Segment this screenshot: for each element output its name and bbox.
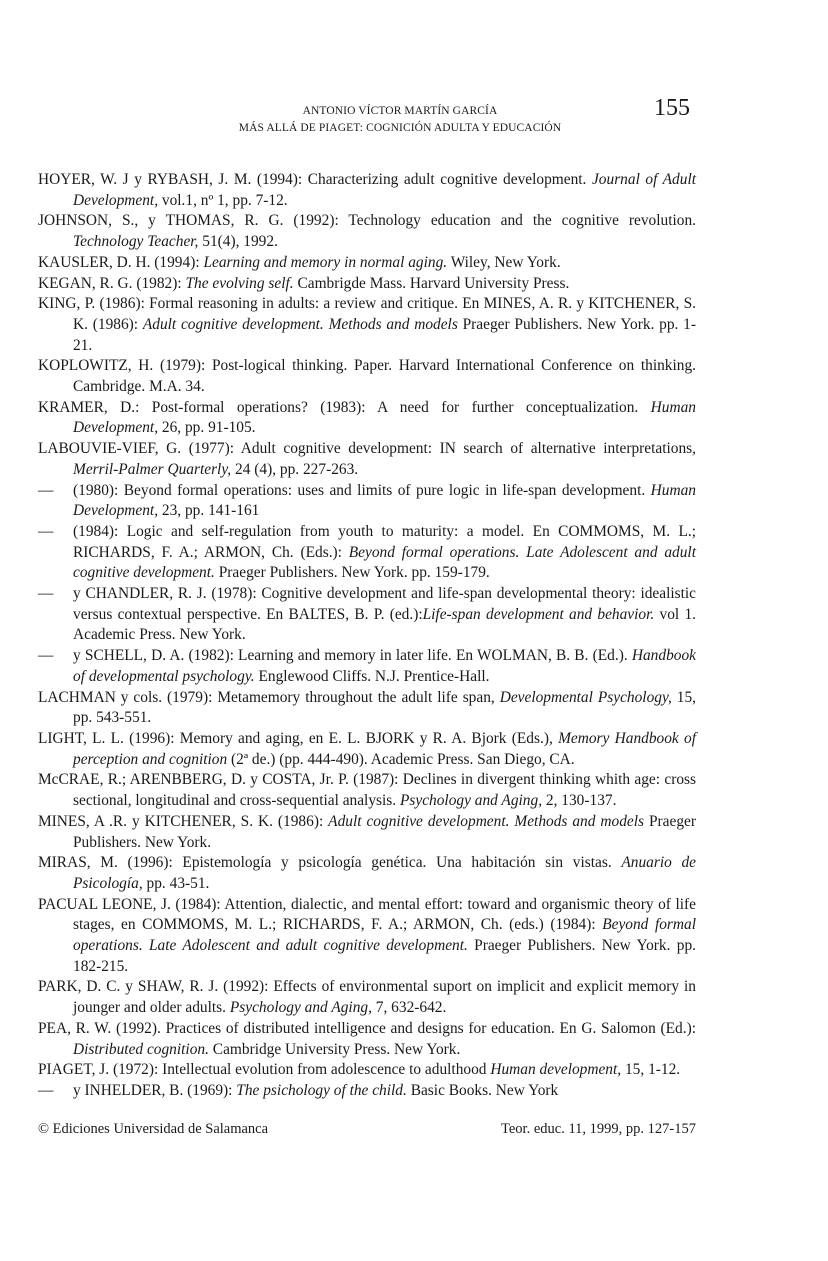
reference-text: y CHANDLER, R. J. (1978): Cognitive development and life-span developmental theory: idealistic versus contextual perspective. En BALTES, B. P. (ed.): (73, 585, 696, 623)
reference-text: (1980): Beyond formal operations: uses and limits of pure logic in life-span development. (73, 481, 651, 499)
reference-text: pp. 43-51. (142, 874, 210, 892)
reference-entry (38, 688, 696, 729)
reference-text: McCRAE, R.; ARENBBERG, D. y COSTA, Jr. P. (1987): Declines in divergent thinking whith age: cross sectional, longitudinal and cross-sequential analysis. (38, 771, 696, 810)
reference-title: Beyond formal operations. Late Adolescent and adult cognitive development. (73, 916, 696, 955)
reference-entry (38, 211, 696, 252)
reference-title: Journal of Adult Development, (73, 171, 696, 209)
reference-text: KING, P. (1986): Formal reasoning in adults: a review and critique. En MINES, A. R. y KITCHENER, S. K. (1986): (38, 295, 696, 333)
reference-entry (38, 398, 696, 439)
reference-entry (38, 170, 696, 211)
page-number: 155 (654, 95, 690, 121)
reference-text: 23, pp. 141-161 (158, 502, 260, 520)
reference-text: KEGAN, R. G. (1982): (38, 274, 186, 292)
reference-text: Cambridge University Press. New York. (208, 1040, 461, 1058)
reference-text: Praeger Publishers. New York. pp. 159-179. (214, 564, 490, 582)
reference-entry (38, 812, 696, 853)
reference-text: y SCHELL, D. A. (1982): Learning and memory in later life. En WOLMAN, B. B. (Ed.). (73, 647, 632, 665)
reference-text: 2, 130-137. (542, 792, 617, 810)
reference-entry (38, 1081, 696, 1102)
reference-entry (38, 294, 696, 356)
reference-title: Developmental Psychology, (499, 688, 672, 706)
reference-title: Merril-Palmer Quarterly, (73, 460, 232, 478)
ditto-dash: — (38, 522, 54, 540)
reference-entry (38, 253, 696, 274)
reference-entry (38, 646, 696, 687)
reference-entry (38, 584, 696, 646)
reference-title: Learning and memory in normal aging. (203, 253, 448, 271)
reference-text: KAUSLER, D. H. (1994): (38, 253, 204, 271)
reference-text: MIRAS, M. (1996): Epistemología y psicología genética. Una habitación sin vistas. (38, 854, 622, 872)
reference-list (38, 170, 696, 1102)
reference-title: Beyond formal operations. Late Adolescent and adult cognitive development. (73, 543, 696, 582)
reference-entry (38, 439, 696, 480)
reference-text: HOYER, W. J y RYBASH, J. M. (1994): Characterizing adult cognitive development. (38, 171, 592, 188)
reference-text: vol.1, nº 1, pp. 7-12. (158, 191, 288, 209)
reference-text: Basic Books. New York (406, 1081, 559, 1099)
reference-text: 15, pp. 543-551. (73, 688, 697, 727)
reference-title: Distributed cognition. (73, 1040, 209, 1058)
reference-text: Englewood Cliffs. N.J. Prentice-Hall. (254, 667, 490, 685)
reference-entry (38, 895, 696, 978)
reference-title: Psychology and Aging, (229, 999, 372, 1017)
reference-entry (38, 356, 696, 397)
reference-text: LIGHT, L. L. (1996): Memory and aging, en E. L. BJORK y R. A. Bjork (Eds.), (38, 729, 559, 747)
ditto-dash: — (38, 481, 54, 499)
reference-entry (38, 522, 696, 584)
reference-text: Praeger Publishers. New York. pp. 182-215. (73, 937, 696, 975)
reference-text: 7, 632-642. (371, 999, 447, 1017)
reference-title: Technology Teacher, (73, 233, 199, 251)
reference-text: PARK, D. C. y SHAW, R. J. (1992): Effects of environmental suport on implicit and explicit memory in jounger and older adults. (38, 978, 696, 1017)
reference-title: Life-span development and behavior. (422, 605, 655, 623)
reference-title: The psichology of the child. (236, 1081, 407, 1099)
reference-text: Wiley, New York. (447, 253, 561, 271)
reference-entry (38, 1019, 696, 1060)
reference-title: Handbook of developmental psychology. (73, 647, 696, 685)
reference-title: The evolving self. (185, 274, 294, 292)
reference-text: (1984): Logic and self-regulation from youth to maturity: a model. En COMMOMS, M. L.; RICHARDS, F. A.; ARMON, Ch. (Eds.): (73, 522, 696, 561)
ditto-dash: — (38, 1081, 54, 1099)
reference-text: Praeger Publishers. New York. (73, 812, 696, 851)
running-head-title: MÁS ALLÁ DE PIAGET: COGNICIÓN ADULTA Y EDUCACIÓN (238, 122, 562, 134)
reference-title: Human development, (490, 1061, 622, 1079)
reference-text: LACHMAN y cols. (1979): Metamemory throughout the adult life span, (38, 688, 500, 706)
running-head-author: ANTONIO VÍCTOR MARTÍN GARCÍA (302, 105, 498, 117)
ditto-dash: — (38, 585, 54, 603)
reference-text: KOPLOWITZ, H. (1979): Post-logical thinking. Paper. Harvard International Conference on thinking. Cambridge. M.A. 34. (38, 357, 696, 396)
ditto-dash: — (38, 647, 54, 665)
reference-text: Praeger Publishers. New York. pp. 1-21. (73, 315, 696, 354)
reference-text: Cambrigde Mass. Harvard University Press. (293, 274, 570, 292)
reference-title: Adult cognitive development. Methods and models (142, 315, 458, 333)
reference-entry (38, 274, 696, 295)
reference-entry (38, 729, 696, 770)
reference-title: Human Development, (73, 481, 696, 520)
reference-text: 15, 1-12. (621, 1061, 681, 1079)
reference-text: PEA, R. W. (1992). Practices of distributed intelligence and designs for education. En G. Salomon (Ed.): (38, 1019, 696, 1037)
footer-copyright: © Ediciones Universidad de Salamanca (38, 1121, 269, 1137)
reference-text: (2ª de.) (pp. 444-490). Academic Press. San Diego, CA. (227, 750, 575, 768)
reference-text: vol 1. Academic Press. New York. (73, 605, 696, 644)
reference-title: Adult cognitive development. Methods and models (328, 812, 645, 830)
reference-text: JOHNSON, S., y THOMAS, R. G. (1992): Technology education and the cognitive revolution. (38, 212, 696, 230)
reference-text: 51(4), 1992. (198, 233, 278, 251)
reference-text: MINES, A .R. y KITCHENER, S. K. (1986): (38, 812, 329, 830)
reference-text: PACUAL LEONE, J. (1984): Attention, dialectic, and mental effort: toward and organismic theory of life stages, en COMMOMS, M. L.; RICHARDS, F. A.; ARMON, Ch. (eds.) (1984): (38, 895, 696, 934)
reference-text: PIAGET, J. (1972): Intellectual evolution from adolescence to adulthood (38, 1061, 491, 1079)
reference-entry (38, 1060, 696, 1081)
reference-entry (38, 853, 696, 894)
reference-title: Anuario de Psicología, (73, 854, 696, 892)
reference-text: LABOUVIE-VIEF, G. (1977): Adult cognitive development: IN search of alternative interpretations, (38, 440, 696, 458)
reference-text: 24 (4), pp. 227-263. (231, 460, 359, 478)
reference-entry (38, 481, 696, 522)
reference-entry (38, 977, 696, 1018)
reference-title: Human Development, (73, 398, 696, 437)
reference-title: Memory Handbook of perception and cognition (73, 729, 696, 768)
reference-text: KRAMER, D.: Post-formal operations? (1983): A need for further conceptualization. (38, 398, 651, 416)
reference-text: y INHELDER, B. (1969): (73, 1081, 237, 1099)
running-head (200, 103, 600, 137)
reference-text: 26, pp. 91-105. (158, 419, 256, 437)
footer-citation: Teor. educ. 11, 1999, pp. 127-157 (501, 1121, 696, 1137)
reference-title: Psychology and Aging, (399, 792, 543, 810)
reference-entry (38, 770, 696, 811)
